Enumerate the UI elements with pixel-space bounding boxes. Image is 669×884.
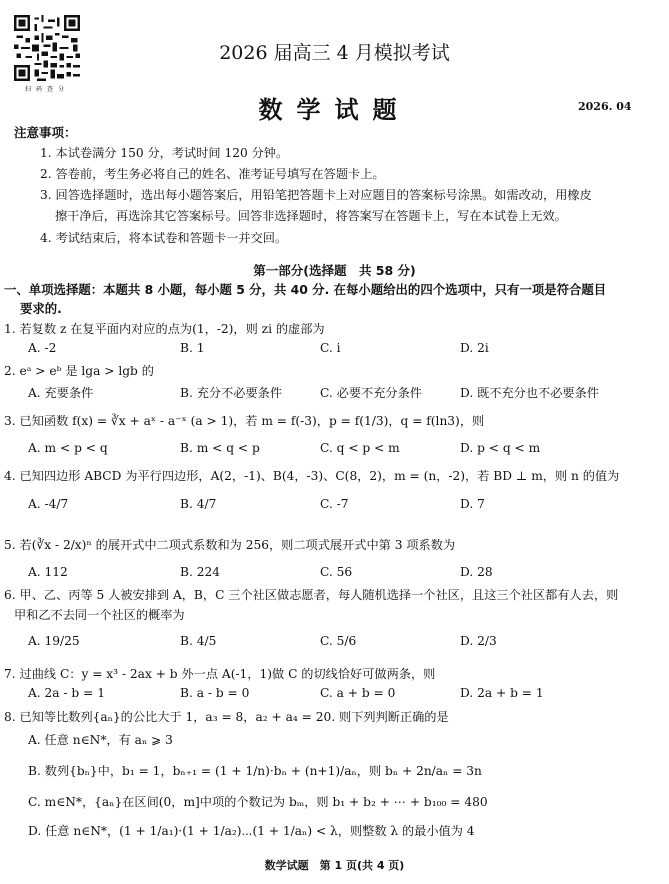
options-row: [28, 441, 668, 459]
option-b: B. 4/7: [180, 497, 217, 511]
option-c: C. q < p < m: [320, 441, 400, 455]
part-instruction: 要求的.: [20, 301, 62, 316]
question-stem: 8. 已知等比数列{aₙ}的公比大于 1，a₃ = 8，a₂ + a₄ = 20. 则下列判断正确的是: [4, 710, 449, 724]
option-b: B. m < q < p: [180, 441, 260, 455]
question-stem: 1. 若复数 z 在复平面内对应的点为(1，-2)，则 zi 的虚部为: [4, 322, 325, 336]
subject-title: 数学试题: [258, 96, 411, 124]
option-a: A. -4/7: [28, 497, 69, 511]
option-d: D. 既不充分也不必要条件: [460, 386, 599, 400]
option-d: D. 2a + b = 1: [460, 686, 544, 700]
option-a: A. 任意 n∈N*，有 aₙ ⩾ 3: [28, 733, 173, 747]
options-row: [28, 384, 668, 402]
option-a: A. 112: [28, 565, 68, 579]
option-b: B. 充分不必要条件: [180, 386, 283, 400]
notice-item: 擦干净后，再选涂其它答案标号。回答非选择题时，将答案写在答题卡上，写在本试卷上无效。: [55, 209, 567, 223]
section-title: 第一部分(选择题 共 58 分): [253, 263, 416, 278]
question-stem: 3. 已知函数 f(x) = ∛x + aˣ - a⁻ˣ (a > 1)，若 m = f(-3)，p = f(1/3)，q = f(ln3)，则: [4, 414, 485, 428]
exam-date: 2026. 04: [578, 100, 632, 113]
qr-caption: 扫码查分: [24, 86, 69, 93]
notice-item: 3. 回答选择题时，选出每小题答案后，用铅笔把答题卡上对应题目的答案标号涂黑。如需改动，用橡皮: [40, 188, 592, 202]
option-c: C. -7: [320, 497, 349, 511]
option-b: B. a - b = 0: [180, 686, 250, 700]
options-row: [28, 497, 668, 515]
notice-item: 1. 本试卷满分 150 分，考试时间 120 分钟。: [40, 146, 289, 160]
exam-title: 2026 届高三 4 月模拟考试: [219, 42, 450, 64]
option-c: C. m∈N*，{aₙ}在区间(0，m]中项的个数记为 bₘ，则 b₁ + b₂ + ⋯ + b₁₀₀ = 480: [28, 795, 488, 809]
option-a: A. -2: [28, 341, 57, 355]
option-d: D. 任意 n∈N*，(1 + 1/a₁)·(1 + 1/a₂)⋯(1 + 1/aₙ) < λ，则整数 λ 的最小值为 4: [28, 824, 475, 838]
part-instruction: 一、单项选择题：本题共 8 小题，每小题 5 分，共 40 分. 在每小题给出的四个选项中，只有一项是符合题目: [4, 282, 607, 297]
question-stem: 6. 甲、乙、丙等 5 人被安排到 A，B，C 三个社区做志愿者，每人随机选择一个社区，且这三个社区都有人去，则: [4, 588, 619, 602]
question-stem-continued: 甲和乙不去同一个社区的概率为: [14, 608, 185, 622]
option-a: A. 充要条件: [28, 386, 94, 400]
option-b: B. 224: [180, 565, 220, 579]
option-d: D. 2/3: [460, 634, 497, 648]
question-stem: 2. eᵃ > eᵇ 是 lga > lgb 的: [4, 364, 154, 378]
option-b: B. 数列{bₙ}中，b₁ = 1，bₙ₊₁ = (1 + 1/n)·bₙ + (n+1)/aₙ，则 bₙ + 2n/aₙ = 3n: [28, 764, 482, 778]
options-row: [28, 565, 668, 583]
option-c: C. i: [320, 341, 341, 355]
option-d: D. p < q < m: [460, 441, 541, 455]
question-stem: 5. 若(∛x - 2/x)ⁿ 的展开式中二项式系数和为 256，则二项式展开式中第 3 项系数为: [4, 538, 456, 552]
option-d: D. 7: [460, 497, 485, 511]
option-a: A. m < p < q: [28, 441, 108, 455]
options-row: [28, 341, 668, 359]
option-d: D. 2i: [460, 341, 489, 355]
notice-item: 2. 答卷前，考生务必将自己的姓名、准考证号填写在答题卡上。: [40, 167, 385, 181]
notice-item: 4. 考试结束后，将本试卷和答题卡一并交回。: [40, 231, 288, 245]
option-a: A. 2a - b = 1: [28, 686, 105, 700]
option-d: D. 28: [460, 565, 493, 579]
option-c: C. a + b = 0: [320, 686, 396, 700]
option-c: C. 5/6: [320, 634, 357, 648]
options-row: [28, 686, 668, 704]
option-c: C. 必要不充分条件: [320, 386, 422, 400]
option-a: A. 19/25: [28, 634, 80, 648]
option-b: B. 4/5: [180, 634, 217, 648]
question-stem: 4. 已知四边形 ABCD 为平行四边形，A(2，-1)、B(4，-3)、C(8，2)，m = (n，-2)，若 BD ⊥ m，则 n 的值为: [4, 469, 620, 483]
question-stem: 7. 过曲线 C：y = x³ - 2ax + b 外一点 A(-1，1)做 C 的切线恰好可做两条，则: [4, 667, 436, 681]
option-b: B. 1: [180, 341, 205, 355]
option-c: C. 56: [320, 565, 353, 579]
options-row: [28, 634, 668, 652]
page-footer: 数学试题 第 1 页(共 4 页): [264, 859, 405, 872]
notice-heading: 注意事项：: [14, 125, 77, 140]
